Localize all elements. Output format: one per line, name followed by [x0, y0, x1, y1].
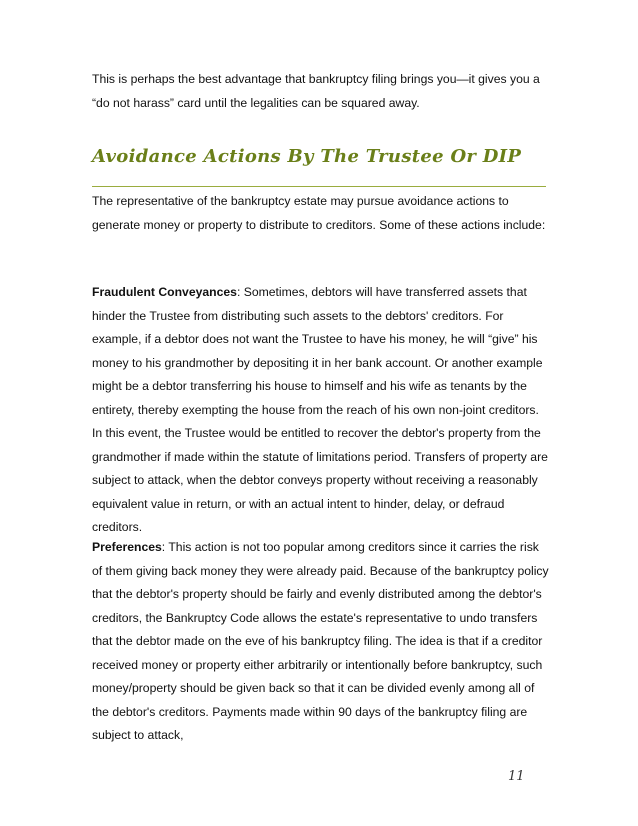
preferences-paragraph — [92, 536, 552, 748]
section-heading: Avoidance Actions By The Trustee Or DIP — [92, 146, 522, 167]
fraudulent-conveyances-text: : Sometimes, debtors will have transferred assets that hinder the Trustee from distributing such assets to the debtors' creditors. For example, if a debtor does not want the Trustee to have his money, he will “give” his money to his grandmother by depositing it in her bank account. Or another example might be a debtor transferring his house to himself and his wife as tenants by the entirety, thereby exempting the house from the reach of his own non-joint creditors. In this event, the Trustee would be entitled to recover the debtor's property from the grandmother if made within the statute of limitations period. Transfers of property are subject to attack, when the debtor conveys property without receiving a reasonably equivalent value in return, or with an actual intent to hinder, delay, or defraud creditors. — [92, 285, 548, 534]
preferences-text: : This action is not too popular among creditors since it carries the risk of them giving back money they were already paid. Because of the bankruptcy policy that the debtor's property should be fairly and evenly distributed among the debtor's creditors, the Bankruptcy Code allows the estate's representative to undo transfers that the debtor made on the eve of his bankruptcy filing. The idea is that if a creditor received money or property either arbitrarily or intentionally before bankruptcy, such money/property should be given back so that it can be divided evenly among all of the debtor's creditors. Payments made within 90 days of the bankruptcy filing are subject to attack, — [92, 540, 549, 742]
avoidance-intro-paragraph: The representative of the bankruptcy estate may pursue avoidance actions to generate money or property to distribute to creditors. Some of these actions include: — [92, 194, 546, 232]
page-number: 11 — [508, 769, 525, 784]
heading-divider — [92, 186, 546, 187]
preferences-term: Preferences — [92, 540, 162, 554]
intro-paragraph: This is perhaps the best advantage that bankruptcy filing brings you—it gives you a “do not harass” card until the legalities can be squared away. — [92, 72, 540, 110]
fraudulent-conveyances-paragraph — [92, 281, 552, 540]
fraudulent-conveyances-term: Fraudulent Conveyances — [92, 285, 237, 299]
